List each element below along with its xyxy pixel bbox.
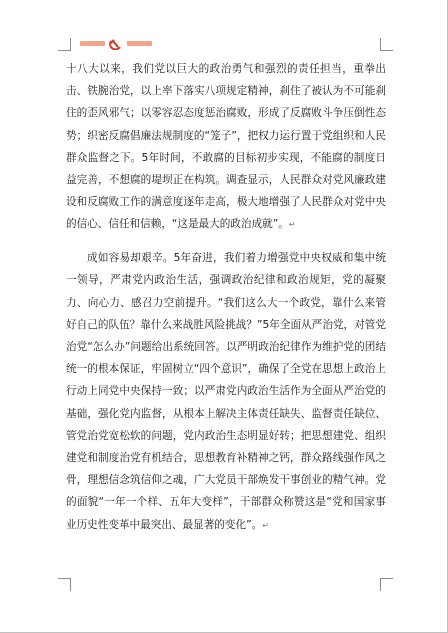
paragraph-1: [66, 58, 386, 237]
header-bar-right: [127, 41, 152, 46]
crop-mark-top-left: [58, 38, 71, 51]
document-body: [66, 58, 386, 537]
paragraph-2: [66, 247, 386, 537]
crop-mark-bottom-right: [380, 578, 393, 591]
crop-mark-bottom-left: [58, 578, 71, 591]
paragraph-mark: ↵: [262, 520, 269, 530]
header-bar-left: [80, 41, 105, 46]
party-emblem-header: [80, 38, 152, 50]
paragraph-2-text: 成如容易却艰辛。5年奋进，我们着力增强党中央权威和集中统一领导，严肃党内政治生活，强调政治纪律和政治规矩，党的凝聚力、向心力、感召力空前提升。“我们这么大一个政党，靠什么来管好自己的队伍？靠什么来战胜风险挑战？”5年全面从严治党，对管党治党“怎么办”问题给出系统回答。以严明政治纪律作为维护党的团结统一的根本保证，牢固树立“四个意识”，确保了全党在思想上政治上行动上同党中央保持一致；以严肃党内政治生活作为全面从严治党的基础，强化党内监督，从根本上解决主体责任缺失、监督责任缺位、管党治党宽松软的问题，党内政治生态明显好转；把思想建党、组织建党和制度治党有机结合，思想教育补精神之钙，群众路线强作风之骨，理想信念筑信仰之魂，广大党员干部焕发干事创业的精气神。党的面貌“一年一个样、五年大变样”，干部群众称赞这是“党和国家事业历史性变革中最突出、最显著的变化”。: [66, 252, 386, 531]
paragraph-1-text: 十八大以来，我们党以巨大的政治勇气和强烈的责任担当，重拳出击、铁腕治党，以上率下落实八项规定精神，刹住了被认为不可能刹住的歪风邪气；以零容忍态度惩治腐败，形成了反腐败斗争压倒性态势；织密反腐倡廉法规制度的“笼子”，把权力运行置于党组织和人民群众监督之下。5年时间，不敢腐的目标初步实现，不能腐的制度日益完善，不想腐的堤坝正在构筑。调查显示，人民群众对党风廉政建设和反腐败工作的满意度逐年走高，极大地增强了人民群众对党中央的信心、信任和信赖，“这是最大的政治成就”。: [66, 63, 386, 231]
paragraph-mark: ↵: [288, 220, 296, 230]
crop-mark-top-right: [380, 38, 393, 51]
hammer-sickle-icon: [108, 38, 124, 50]
